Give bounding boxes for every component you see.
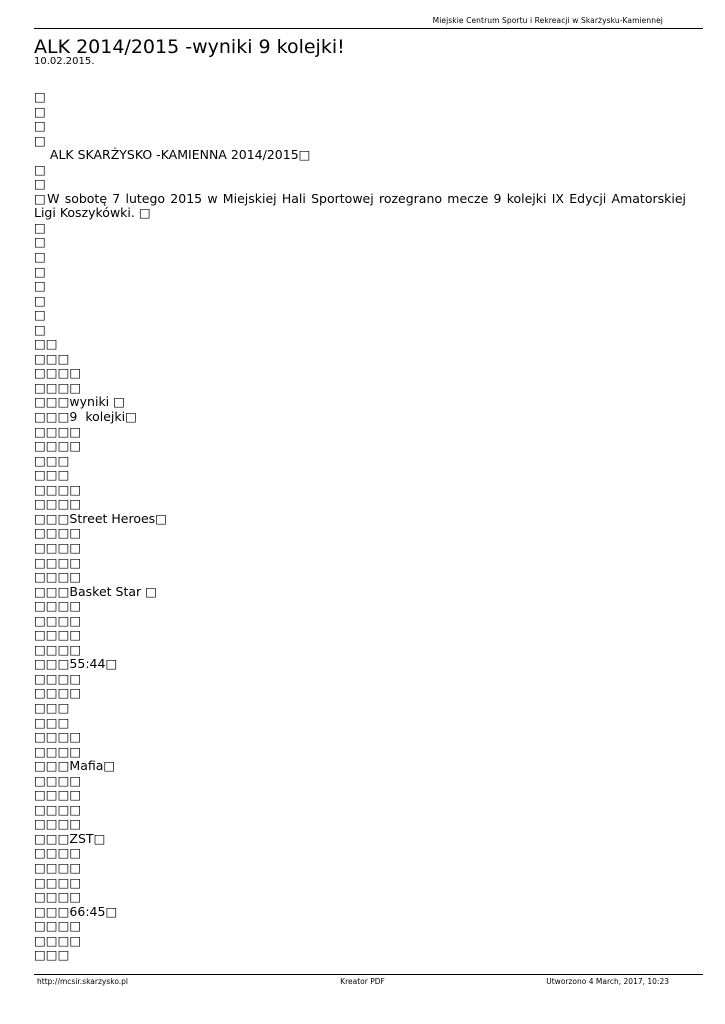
article-line: □□□Basket Star □: [34, 583, 157, 599]
article-line: □□□: [34, 467, 70, 483]
article-line: □□□□: [34, 481, 82, 497]
article-line: □□□: [34, 699, 70, 715]
article-line: □□□□: [34, 598, 82, 614]
article-line: □□□□: [34, 569, 82, 585]
article-line: □: [34, 89, 46, 104]
article-lines-after: [34, 221, 686, 963]
article-line: □□□□: [34, 641, 82, 657]
article-line: □: [34, 321, 46, 337]
article-line: □□□□: [34, 438, 82, 454]
article-line: □□□55:44□: [34, 656, 118, 672]
article-lines-before: [34, 90, 686, 192]
article-line: □: [34, 307, 46, 323]
article-line: □□□□: [34, 525, 82, 541]
article-line: □: [34, 176, 46, 192]
article-line: □: [34, 103, 46, 119]
article-line: □□□□: [34, 612, 82, 628]
article-line: □□□□: [34, 539, 82, 555]
footer-created: Utworzono 4 March, 2017, 10:23: [546, 977, 669, 986]
article-line: □□□□: [34, 365, 82, 381]
article-line: □□□□: [34, 932, 82, 948]
article-line: □□□wyniki □: [34, 394, 125, 410]
article-line: □□□: [34, 947, 70, 963]
article-line: □□□Street Heroes□: [34, 510, 168, 526]
article-line: □: [34, 263, 46, 279]
article-line: □□□ZST□: [34, 830, 106, 846]
article-body: [34, 90, 686, 963]
article-date: 10.02.2015.: [34, 56, 95, 67]
article-line: □□□□: [34, 889, 82, 905]
article-line: □□□□: [34, 743, 82, 759]
article-line: □□□□: [34, 801, 82, 817]
article-line: □: [34, 234, 46, 250]
article-line: □□□□: [34, 554, 82, 570]
article-line: □□□□: [34, 729, 82, 745]
article-title: ALK 2014/2015 -wyniki 9 kolejki!: [34, 36, 345, 58]
article-line: □□□□: [34, 423, 82, 439]
footer-creator: Kreator PDF: [340, 977, 385, 986]
header-rule: [34, 28, 703, 29]
article-line: □□□□: [34, 874, 82, 890]
article-line: □□□□: [34, 816, 82, 832]
article-line: □□□□: [34, 845, 82, 861]
article-line: □□□□: [34, 670, 82, 686]
article-line: □□: [34, 336, 58, 352]
article-line: □□□: [34, 452, 70, 468]
article-line: □: [34, 219, 46, 235]
article-line: □□□: [34, 350, 70, 366]
article-line: □□□□: [34, 859, 82, 875]
article-line: ALK SKARŻYSKO -KAMIENNA 2014/2015□: [34, 147, 311, 163]
footer-rule: [34, 974, 703, 975]
article-line: □□□9 kolejki□: [34, 409, 137, 425]
article-line: □□□: [34, 714, 70, 730]
article-line: □: [34, 292, 46, 308]
article-line: □□□□: [34, 685, 82, 701]
article-line: □: [34, 249, 46, 265]
article-line: □: [34, 132, 46, 148]
article-paragraph: □W sobotę 7 lutego 2015 w Miejskiej Hali Sportowej rozegrano mecze 9 kolejki IX Edycji Amatorskiej Ligi Koszykówki. □: [34, 190, 686, 221]
article-line: □□□□: [34, 627, 82, 643]
article-line: □□□66:45□: [34, 903, 118, 919]
article-line: □: [34, 118, 46, 134]
article-line: □: [34, 161, 46, 177]
article-line: □□□□: [34, 787, 82, 803]
article-line: □□□□: [34, 379, 82, 395]
article-line: □□□□: [34, 772, 82, 788]
article-line: □□□Mafia□: [34, 758, 116, 774]
article-line: □□□□: [34, 496, 82, 512]
article-line: □□□□: [34, 918, 82, 934]
page-header-site-name: Miejskie Centrum Sportu i Rekreacji w Skarżysku-Kamiennej: [432, 16, 663, 25]
footer-url: http://mcsir.skarzysko.pl: [37, 977, 129, 986]
article-line: □: [34, 278, 46, 294]
